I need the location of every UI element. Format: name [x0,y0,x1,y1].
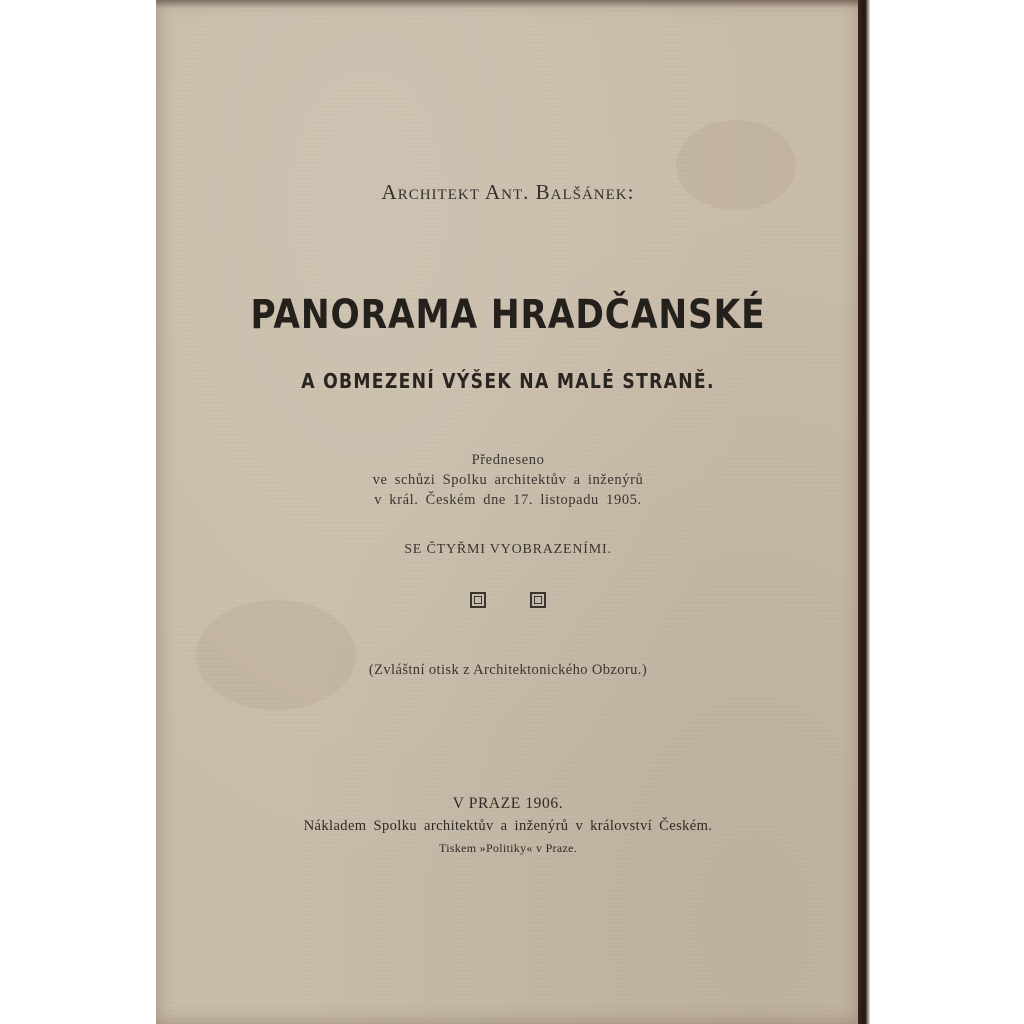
square-ornament-icon [530,592,546,608]
lecture-line-1: Předneseno [471,452,545,468]
book-cover [156,0,860,1024]
author-line: Architekt Ant. Balšánek: [381,180,635,204]
illustrations-note: SE ČTYŘMI VYOBRAZENÍMI. [404,542,612,557]
paper-stain [196,600,356,710]
imprint-publisher: Nákladem Spolku architektův a inženýrů v království Českém. [303,818,713,834]
book-spine-edge [858,0,870,1024]
cover-top-edge [156,0,860,8]
lecture-line-2: ve schůzi Spolku architektův a inženýrů [372,472,644,488]
square-ornament-icon [470,592,486,608]
offprint-note: (Zvláštní otisk z Architektonického Obzoru.) [368,662,648,678]
imprint-printer: Tiskem »Politiky« v Praze. [438,841,578,855]
book-title: PANORAMA HRADČANSKÉ [250,292,766,338]
book-subtitle: A OBMEZENÍ VÝŠEK NA MALÉ STRANĚ. [301,369,715,393]
imprint-place-year: V PRAZE 1906. [452,795,564,812]
ornament-group [156,592,860,608]
lecture-line-3: v král. Českém dne 17. listopadu 1905. [374,492,642,508]
